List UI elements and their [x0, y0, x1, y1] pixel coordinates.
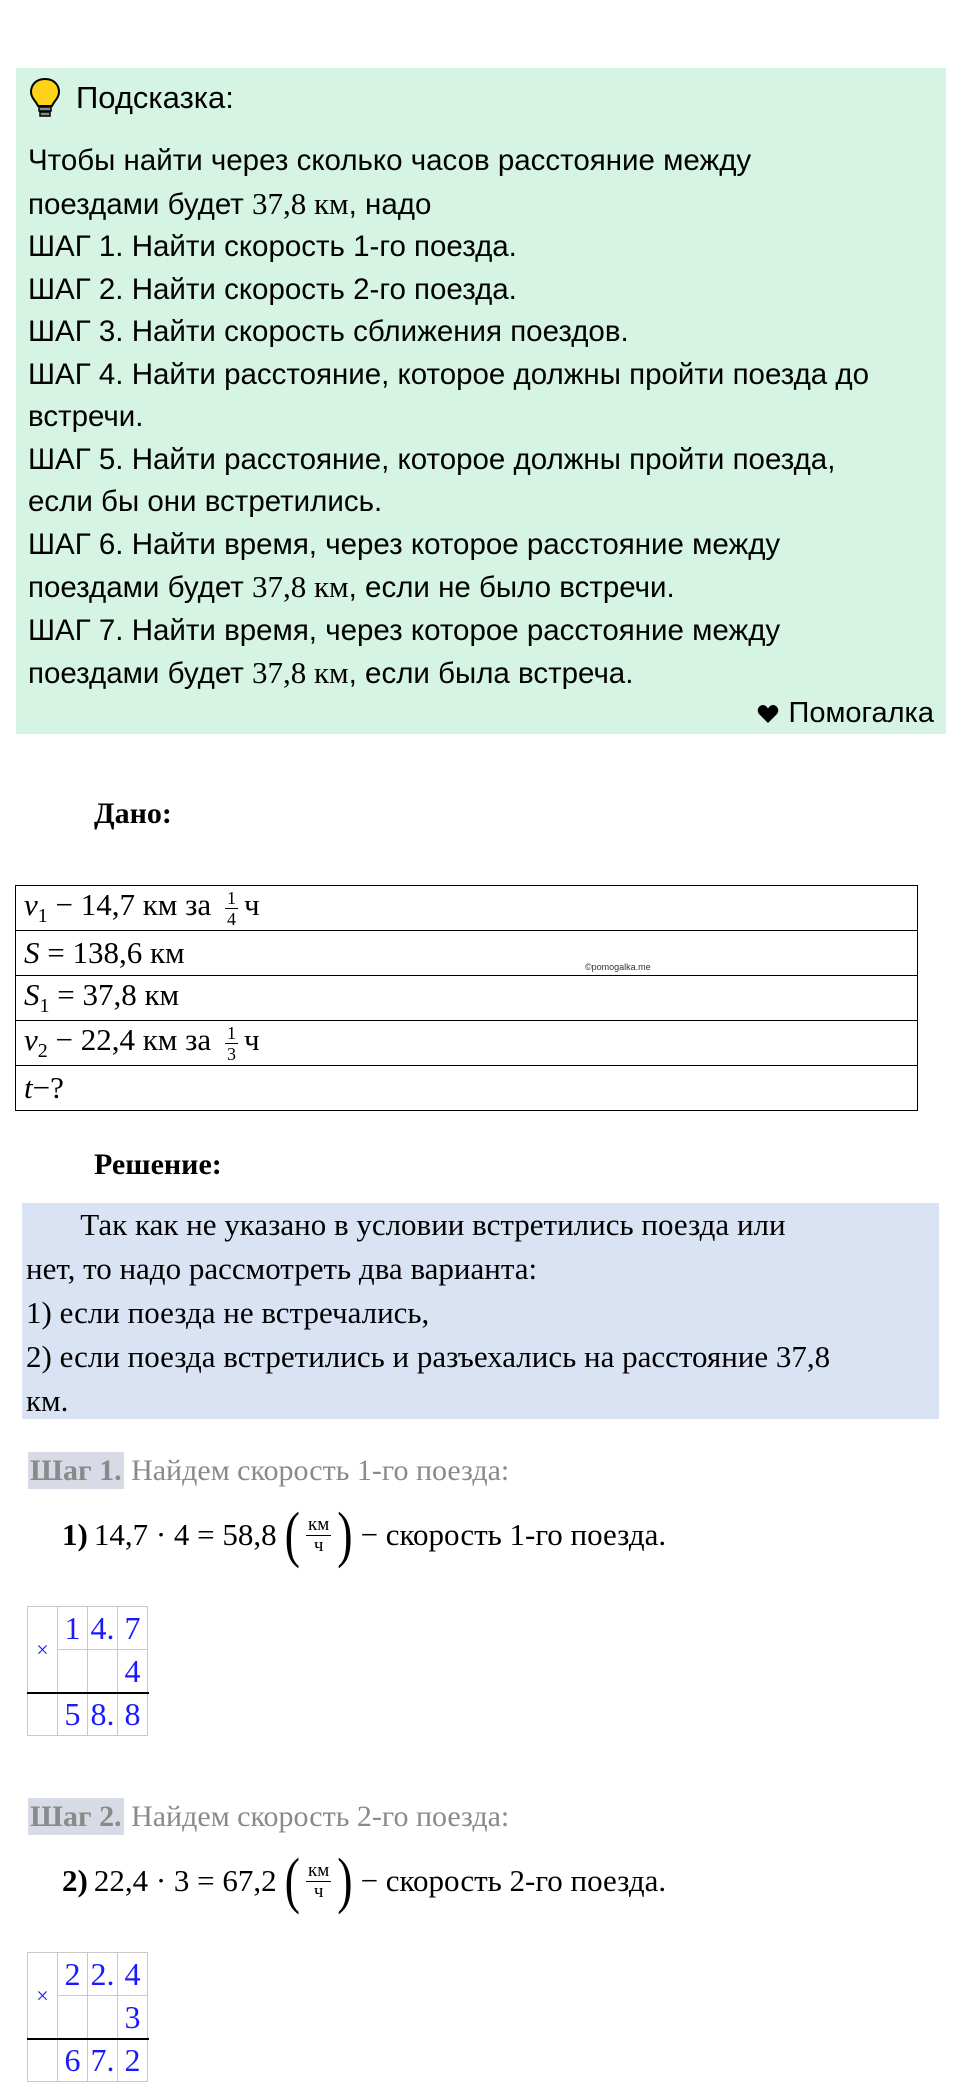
given-cell — [16, 931, 918, 976]
hint-header — [28, 74, 234, 122]
hint-step-5 — [28, 439, 933, 482]
grid-cell: 8 — [118, 1693, 148, 1736]
grid-cell: 8. — [88, 1693, 118, 1736]
unit-label: ч — [243, 887, 260, 923]
hint-step-2 — [28, 269, 933, 312]
hint-step-4 — [28, 354, 933, 397]
grid-cell: 2 — [118, 2039, 148, 2082]
lightbulb-icon — [28, 76, 62, 120]
formula-number: 1) — [62, 1517, 88, 1552]
hint-step-label: ШАГ 4. — [28, 357, 124, 391]
var-symbol: S — [24, 977, 40, 1013]
given-cell — [16, 1066, 918, 1111]
given-row — [16, 886, 918, 931]
given-cell — [16, 886, 918, 931]
hint-box — [16, 68, 946, 734]
step-1-label: Шаг 1. — [30, 1454, 122, 1487]
hint-step-text: Найти скорость 2-го поезда. — [123, 272, 517, 306]
step-2-text: Найдем скорость 2-го поезда: — [123, 1800, 510, 1833]
grid-cell — [28, 2039, 58, 2082]
grid-cell: 1 — [58, 1607, 88, 1650]
result-rule — [27, 1692, 149, 1694]
hint-step-label: ШАГ 5. — [28, 442, 124, 476]
grid-cell: 2 — [58, 1953, 88, 1996]
solution-line: 1) если поезда не встречались, — [26, 1295, 430, 1330]
solution-title: Решение: — [94, 1148, 222, 1181]
given-cell — [16, 976, 918, 1021]
unit-fraction — [306, 1515, 331, 1556]
result-rule — [27, 2038, 149, 2040]
unit-denominator: ч — [313, 1880, 324, 1902]
hint-step-label: ШАГ 1. — [28, 230, 124, 263]
hint-intro-text: , надо — [348, 187, 432, 221]
given-text: − 14,7 км за — [47, 887, 212, 923]
hint-step-text: Найти расстояние, которое должны пройти поезда, — [123, 442, 836, 476]
hint-step-1 — [28, 226, 933, 269]
hint-footer — [757, 697, 934, 730]
step-2-formula — [62, 1845, 667, 1915]
hint-step-4-cont: встречи. — [28, 400, 144, 433]
unit-denominator: ч — [313, 1534, 324, 1556]
grid-cell: 4. — [88, 1607, 118, 1650]
hint-step-5-cont: если бы они встретились. — [28, 485, 383, 518]
hint-step-text: , если была встреча. — [348, 657, 634, 690]
hint-step-text: Найти время, через которое расстояние между — [123, 613, 781, 647]
fraction — [225, 888, 238, 929]
hint-intro-text: поездами будет — [28, 187, 252, 221]
hint-title: Подсказка: — [76, 80, 234, 115]
given-row — [16, 931, 918, 976]
step-2-heading — [28, 1800, 509, 1834]
unit-numerator: км — [307, 1859, 330, 1881]
hint-step-text: поездами будет — [28, 657, 252, 690]
grid-cell: 4 — [118, 1650, 148, 1693]
given-text: − 22,4 км за — [47, 1022, 212, 1058]
step-1-formula — [62, 1499, 667, 1569]
hint-step-text: поездами будет — [28, 571, 252, 604]
grid-cell: 7 — [118, 1607, 148, 1650]
var-subscript: 1 — [39, 995, 50, 1018]
given-row — [16, 1021, 918, 1066]
times-sign: × — [28, 1607, 58, 1693]
given-row — [16, 976, 918, 1021]
formula-tail: − скорость 1-го поезда. — [360, 1517, 667, 1552]
times-sign: × — [28, 1953, 58, 2039]
hint-step-7-cont — [28, 652, 933, 696]
unit-numerator: км — [307, 1513, 330, 1535]
unit-label: ч — [243, 1022, 260, 1058]
unit-paren: ( $\frac{км}{ч}$ ) — [284, 1499, 353, 1569]
grid-cell: 3 — [118, 1996, 148, 2039]
formula-expression: 22,4 · 3 = 67,2 — [93, 1863, 277, 1898]
given-table — [15, 885, 918, 1111]
given-text: = 138,6 км — [39, 935, 185, 970]
step-1-heading — [28, 1454, 509, 1488]
grid-cell: 4 — [118, 1953, 148, 1996]
hint-step-3 — [28, 311, 933, 354]
grid-cell: 5 — [58, 1693, 88, 1736]
step-2-label: Шаг 2. — [30, 1800, 122, 1833]
formula-number: 2) — [62, 1863, 88, 1898]
var-subscript: 1 — [37, 905, 48, 928]
grid-cell — [88, 1650, 118, 1693]
hint-intro-number: 37,8 км — [251, 185, 349, 221]
fraction — [225, 1023, 238, 1064]
given-title: Дано: — [94, 797, 172, 830]
solution-box — [22, 1203, 939, 1419]
given-text: −? — [32, 1070, 64, 1105]
hint-step-text: Найти расстояние, которое должны пройти поезда до — [123, 357, 870, 391]
grid-cell — [58, 1996, 88, 2039]
brand-label: Помогалка — [788, 697, 934, 729]
grid-cell — [88, 1996, 118, 2039]
step-1-multiplication-grid — [27, 1606, 148, 1736]
hint-intro-line-2 — [28, 183, 933, 227]
unit-paren: ( $\frac{км}{ч}$ ) — [284, 1845, 353, 1915]
solution-line: Так как не указано в условии встретились поезда или — [26, 1207, 786, 1242]
unit-fraction — [306, 1861, 331, 1902]
given-cell — [16, 1021, 918, 1066]
grid-cell: 6 — [58, 2039, 88, 2082]
given-text: = 37,8 км — [49, 977, 180, 1013]
hint-step-text: Найти скорость 1-го поезда. — [123, 230, 517, 263]
hint-body — [28, 140, 933, 696]
var-symbol: v — [24, 1022, 38, 1058]
grid-cell — [58, 1650, 88, 1693]
solution-line: км. — [26, 1383, 69, 1418]
step-1-text: Найдем скорость 1-го поезда: — [123, 1454, 510, 1487]
formula-tail: − скорость 2-го поезда. — [360, 1863, 667, 1898]
hint-step-text: Найти скорость сближения поездов. — [123, 315, 629, 348]
solution-line: 2) если поезда встретились и разъехались на расстояние 37,8 — [26, 1339, 831, 1374]
hint-intro-line-1: Чтобы найти через сколько часов расстояние между — [28, 144, 752, 177]
heart-icon — [757, 704, 779, 724]
hint-step-label: ШАГ 3. — [28, 315, 124, 348]
fraction-denominator: 3 — [226, 1043, 236, 1064]
hint-step-6-cont — [28, 566, 933, 610]
var-symbol: t — [24, 1070, 33, 1105]
hint-step-number: 37,8 км — [251, 569, 349, 604]
hint-step-text: , если не было встречи. — [348, 571, 675, 604]
hint-step-label: ШАГ 2. — [28, 272, 124, 306]
hint-step-text: Найти время, через которое расстояние между — [123, 527, 781, 561]
formula-expression: 14,7 · 4 = 58,8 — [93, 1517, 277, 1552]
fraction-numerator: 1 — [226, 887, 236, 908]
var-symbol: v — [24, 887, 38, 923]
hint-step-7 — [28, 610, 933, 653]
grid-cell: 2. — [88, 1953, 118, 1996]
grid-cell: 7. — [88, 2039, 118, 2082]
hint-step-label: ШАГ 6. — [28, 527, 124, 561]
hint-step-number: 37,8 км — [251, 655, 349, 690]
hint-step-6 — [28, 524, 933, 567]
var-subscript: 2 — [37, 1040, 48, 1063]
var-symbol: S — [24, 935, 40, 970]
solution-line: нет, то надо рассмотреть два варианта: — [26, 1251, 538, 1286]
step-2-multiplication-grid — [27, 1952, 148, 2082]
fraction-denominator: 4 — [226, 908, 236, 929]
fraction-numerator: 1 — [226, 1022, 236, 1043]
watermark: ©pomogalka.me — [585, 962, 651, 972]
hint-step-label: ШАГ 7. — [28, 613, 124, 647]
given-row — [16, 1066, 918, 1111]
grid-cell — [28, 1693, 58, 1736]
